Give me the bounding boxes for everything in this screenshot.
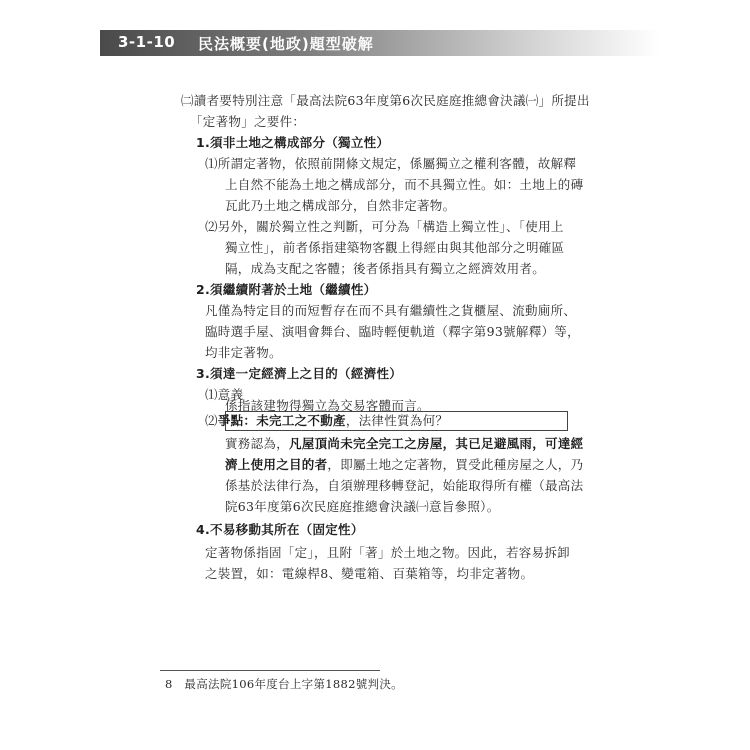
- section-4-line-2: 之裝置，如：電線桿8、變電箱、百葉箱等，均非定著物。: [205, 566, 534, 581]
- section-4-line-1: 定著物係指固「定」，且附「著」於土地之物。因此，若容易拆卸: [205, 545, 570, 560]
- intro-line-2: 「定著物」之要件：: [190, 114, 306, 129]
- practice-bold-2: 濟上使用之目的者: [225, 457, 328, 472]
- section-3-item-2-line-2: [225, 456, 583, 474]
- practice-rest: ，即屬土地之定著物，買受此種房屋之人，乃: [327, 457, 584, 472]
- footnote-divider: [160, 670, 380, 671]
- section-3-title: 3.須達一定經濟上之目的（經濟性）: [196, 366, 403, 381]
- section-3-item-2-line-1: [225, 435, 583, 453]
- section-3-item-2-line-4: 院63年度第6次民庭庭推總會決議㈠意旨參照）。: [225, 499, 500, 514]
- book-title: 民法概要(地政)題型破解: [198, 35, 374, 53]
- section-3-item-1-label: ⑴意義: [205, 387, 244, 402]
- issue-label: 爭點：未完工之不動產: [217, 413, 346, 428]
- section-2-line-1: 凡僅為特定目的而短暫存在而不具有繼續性之貨櫃屋、流動廁所、: [205, 303, 577, 318]
- section-1-item-2-line-3: 隔，成為支配之客體；後者係指具有獨立之經濟效用者。: [225, 261, 546, 276]
- section-1-item-2-line-2: 獨立性」，前者係指建築物客觀上得經由與其他部分之明確區: [225, 240, 565, 255]
- intro-line-1: ㈡讀者要特別注意「最高法院63年度第6次民庭庭推總會決議㈠」所提出: [181, 93, 590, 108]
- section-1-item-1-line-2: 上自然不能為土地之構成部分，而不具獨立性。如：土地上的磚: [225, 177, 584, 192]
- section-1-item-2-line-1: ⑵另外，關於獨立性之判斷，可分為「構造上獨立性」、「使用上: [205, 219, 564, 234]
- section-1-title: 1.須非土地之構成部分（獨立性）: [196, 135, 390, 150]
- issue-question: ，法律性質為何？: [345, 413, 449, 428]
- practice-intro: 實務認為，: [225, 436, 290, 451]
- issue-number: ⑵: [205, 413, 218, 428]
- footnote-8: 8 最高法院106年度台上字第1882號判決。: [165, 677, 403, 691]
- chapter-header-bar: [100, 30, 660, 56]
- section-number: 3-1-10: [118, 33, 176, 51]
- section-2-line-2: 臨時選手屋、演唱會舞台、臨時輕便軌道（釋字第93號解釋）等，: [205, 324, 580, 339]
- section-1-item-1-line-1: ⑴所謂定著物，依照前開條文規定，係屬獨立之權利客體，故解釋: [205, 156, 577, 171]
- section-4-title: 4.不易移動其所在（固定性）: [196, 522, 364, 537]
- section-3-item-2-issue: [205, 412, 448, 430]
- section-1-item-1-line-3: 瓦此乃土地之構成部分，自然非定著物。: [225, 198, 456, 213]
- section-3-item-2-line-3: 係基於法律行為，自須辦理移轉登記，始能取得所有權（最高法: [225, 478, 584, 493]
- section-2-title: 2.須繼續附著於土地（繼續性）: [196, 282, 377, 297]
- practice-bold-1: 凡屋頂尚未完全完工之房屋，其已足避風雨，可達經: [289, 436, 584, 451]
- section-3-item-1-line-1: 係指該建物得獨立為交易客體而言。: [225, 398, 430, 413]
- section-2-line-3: 均非定著物。: [205, 345, 282, 360]
